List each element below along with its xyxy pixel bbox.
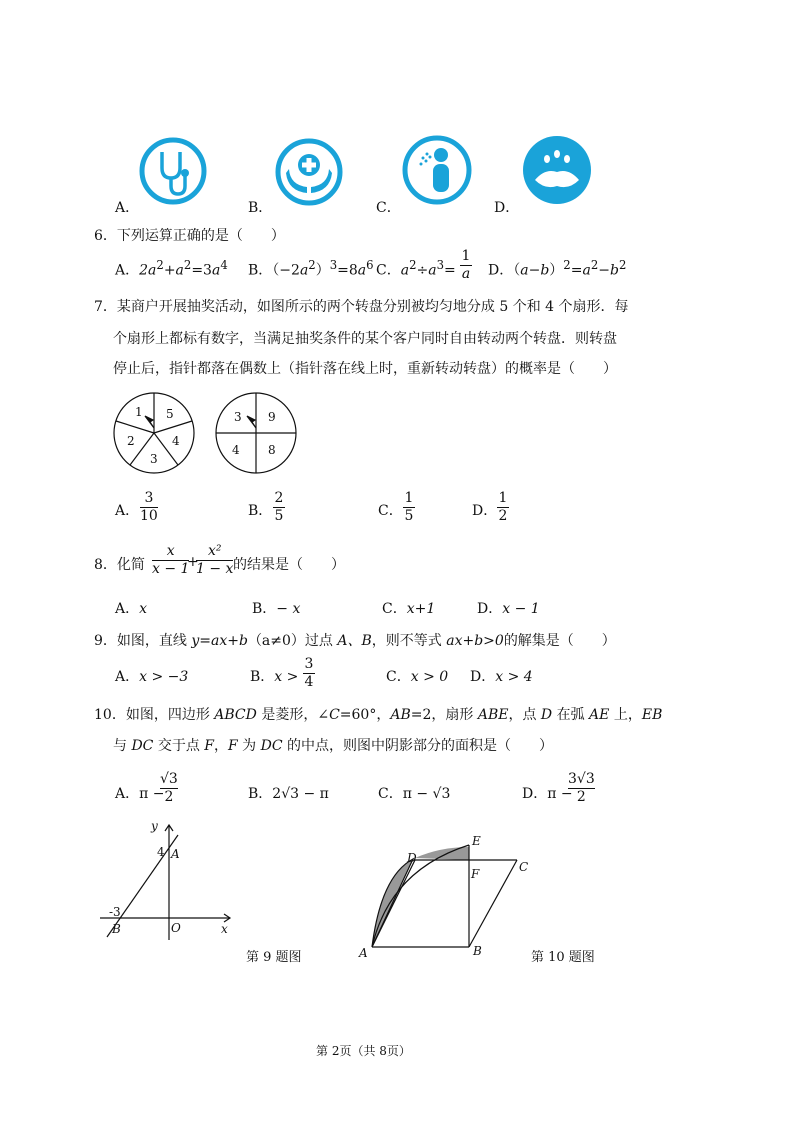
q10-option-a-fraction: √3 2 bbox=[160, 771, 178, 805]
side-ad bbox=[372, 860, 415, 947]
q10-option-c[interactable]: C．π − √3 bbox=[378, 786, 451, 802]
stethoscope-icon bbox=[138, 136, 208, 206]
spray-person-icon bbox=[401, 134, 473, 206]
q9-option-b-fraction: 3 4 bbox=[304, 656, 314, 690]
q9-option-b[interactable]: B．x > bbox=[250, 669, 299, 685]
spinner-four bbox=[216, 393, 296, 473]
q10-option-b[interactable]: B．2√3 − π bbox=[248, 786, 329, 802]
wheel2-num: 9 bbox=[268, 410, 276, 424]
fig10-diagram bbox=[355, 830, 535, 960]
label-e: E bbox=[472, 834, 481, 848]
label-o: O bbox=[171, 921, 181, 935]
q5-option-a[interactable]: A． bbox=[115, 200, 140, 216]
q7-spinners bbox=[110, 390, 302, 480]
page-footer: 第 2页（共 8页） bbox=[316, 1044, 411, 1058]
q8-fraction-1: x x − 1 bbox=[152, 543, 190, 577]
fig9-graph bbox=[95, 815, 240, 945]
wheel2-num: 8 bbox=[268, 443, 276, 457]
q8-prefix: 8．化简 bbox=[94, 557, 145, 573]
label-y: y bbox=[151, 819, 158, 833]
q10-option-a[interactable]: A．π − bbox=[115, 786, 165, 802]
q6-option-a[interactable]: A．$2a^2+a^2=3a^4$ bbox=[115, 258, 228, 279]
label-4: 4 bbox=[157, 845, 165, 859]
label-d: D bbox=[407, 851, 417, 865]
wheel1-num: 5 bbox=[166, 407, 174, 421]
label-b: B bbox=[473, 944, 482, 958]
q6-b-label: B． bbox=[248, 262, 273, 279]
q8-option-c[interactable]: C．x+1 bbox=[382, 601, 436, 617]
q7-line2: 个扇形上都标有数字，当满足抽奖条件的某个客户同时自由转动两个转盘．则转盘 bbox=[113, 331, 617, 347]
label-neg3: -3 bbox=[109, 905, 121, 919]
shaded-top bbox=[415, 847, 469, 860]
label-b: B bbox=[112, 922, 121, 936]
wheel2-num: 3 bbox=[234, 410, 242, 424]
q6-a-label: A． bbox=[115, 262, 140, 279]
q8-fraction-2: x² 1 − x bbox=[196, 543, 234, 577]
q5-option-d[interactable]: D． bbox=[494, 200, 520, 216]
q7-option-d-fraction: 1 2 bbox=[498, 490, 508, 524]
label-x: x bbox=[221, 922, 228, 936]
fig10-caption: 第 10 题图 bbox=[531, 950, 595, 965]
q7-line3: 停止后，指针都落在偶数上（指针落在线上时，重新转动转盘）的概率是（ ） bbox=[113, 361, 617, 377]
q9-option-d[interactable]: D．x > 4 bbox=[470, 669, 533, 685]
q7-option-a-label[interactable]: A． bbox=[115, 503, 140, 519]
q8-plus: + bbox=[187, 554, 199, 570]
hands-cross-icon bbox=[274, 137, 344, 207]
q7-option-d-label[interactable]: D． bbox=[472, 503, 498, 519]
q9-option-c[interactable]: C．x > 0 bbox=[386, 669, 449, 685]
q7-option-c-label[interactable]: C． bbox=[378, 503, 403, 519]
q7-option-a-fraction: 3 10 bbox=[140, 490, 158, 524]
wheel1-num: 3 bbox=[150, 452, 158, 466]
wheel1-num: 1 bbox=[135, 405, 143, 419]
q6-option-d[interactable]: D．$(a-b)^2=a^2-b^2$ bbox=[488, 258, 627, 279]
q8-option-d[interactable]: D．x − 1 bbox=[477, 601, 540, 617]
q7-option-b-fraction: 2 5 bbox=[274, 490, 284, 524]
q10-line1: 10．如图，四边形 ABCD 是菱形，∠C=60°，AB=2，扇形 ABE，点 D 在弧 AE 上，EB bbox=[94, 707, 663, 723]
label-a: A bbox=[359, 946, 368, 960]
q9-stem: 9．如图，直线 y=ax+b（a≠0）过点 A、B，则不等式 ax+b>0的解集是（ ） bbox=[94, 633, 616, 649]
q6-option-b[interactable]: B．$(-2a^2)^3=8a^6$ bbox=[248, 258, 374, 279]
wheel1-num: 4 bbox=[172, 434, 180, 448]
q5-option-b[interactable]: B． bbox=[248, 200, 273, 216]
fig9-caption: 第 9 题图 bbox=[246, 950, 302, 965]
q6-c-label: C． bbox=[376, 262, 401, 279]
q10-option-d[interactable]: D．π − bbox=[522, 786, 573, 802]
q6-stem: 6．下列运算正确的是（ ） bbox=[94, 228, 285, 244]
q6-option-c[interactable]: C．$a^2\div a^3=$ bbox=[376, 258, 456, 279]
q10-line2: 与 DC 交于点 F，F 为 DC 的中点，则图中阴影部分的面积是（ ） bbox=[113, 738, 554, 754]
wheel1-num: 2 bbox=[127, 434, 135, 448]
label-c: C bbox=[519, 860, 529, 874]
q10-option-d-fraction: 3√3 2 bbox=[568, 771, 595, 805]
q8-option-b[interactable]: B．− x bbox=[252, 601, 301, 617]
q7-option-c-fraction: 1 5 bbox=[404, 490, 414, 524]
label-a: A bbox=[171, 847, 180, 861]
q7-line1: 7．某商户开展抽奖活动，如图所示的两个转盘分别被均匀地分成 5 个和 4 个扇形．每 bbox=[94, 299, 629, 315]
q6-c-fraction: 1 a bbox=[461, 248, 471, 282]
q5-option-c[interactable]: C． bbox=[376, 200, 401, 216]
q7-option-b-label[interactable]: B． bbox=[248, 503, 273, 519]
q8-option-a[interactable]: A．x bbox=[115, 601, 148, 617]
hand-washing-icon bbox=[521, 134, 593, 206]
q6-d-label: D． bbox=[488, 262, 514, 279]
q8-suffix: 的结果是（ ） bbox=[233, 557, 345, 573]
q9-option-a[interactable]: A．x > −3 bbox=[115, 669, 189, 685]
wheel2-num: 4 bbox=[232, 443, 240, 457]
label-f: F bbox=[471, 867, 480, 881]
